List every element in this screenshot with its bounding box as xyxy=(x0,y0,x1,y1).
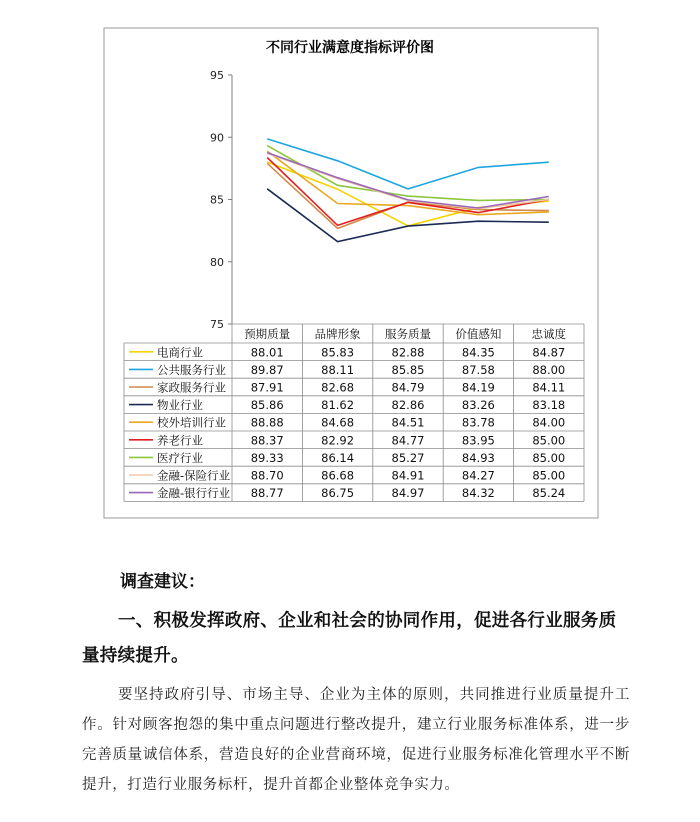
legend-label: 电商行业 xyxy=(157,345,203,360)
legend-label: 物业行业 xyxy=(157,398,203,413)
data-label: 89.87 xyxy=(250,362,284,377)
legend-label: 医疗行业 xyxy=(157,450,203,465)
data-label: 84.79 xyxy=(391,380,425,395)
data-label: 84.93 xyxy=(461,450,495,465)
data-label: 88.00 xyxy=(532,362,566,377)
section-heading: 调查建议： xyxy=(120,572,205,592)
y-tick-label: 95 xyxy=(210,69,224,82)
data-label: 84.51 xyxy=(391,415,425,430)
data-label: 88.77 xyxy=(250,486,284,501)
y-tick-label: 75 xyxy=(210,318,224,331)
data-label: 88.37 xyxy=(250,433,284,448)
data-label: 82.92 xyxy=(321,433,355,448)
data-label: 85.85 xyxy=(391,362,425,377)
x-category-label: 忠诚度 xyxy=(531,327,567,341)
data-label: 88.70 xyxy=(250,468,284,483)
data-label: 87.58 xyxy=(461,362,495,377)
data-label: 83.26 xyxy=(461,398,495,413)
data-label: 83.18 xyxy=(532,398,566,413)
y-tick-label: 90 xyxy=(210,131,224,145)
data-label: 85.00 xyxy=(532,450,566,465)
data-label: 85.27 xyxy=(391,450,425,465)
data-label: 84.68 xyxy=(321,415,355,430)
chart-title: 不同行业满意度指标评价图 xyxy=(266,40,434,56)
body-paragraph: 要坚持政府引导、市场主导、企业为主体的原则，共同推进行业质量提升工作。针对顾客抱怨的集中重点问题进行整改提升，建立行业服务标准体系，进一步完善质量诚信体系，营造良好的企业营商环境，促进行业服务标准化管理水平不断提升，打造行业服务标杆，提升首都企业整体竞争实力。 xyxy=(82,687,630,793)
data-label: 86.14 xyxy=(321,450,355,465)
data-label: 82.86 xyxy=(391,398,425,413)
data-label: 87.91 xyxy=(250,380,284,395)
legend-label: 金融-保险行业 xyxy=(157,468,231,483)
data-label: 83.78 xyxy=(461,415,495,430)
data-label: 86.68 xyxy=(321,468,355,483)
data-label: 84.35 xyxy=(461,345,495,360)
data-label: 88.11 xyxy=(321,362,355,377)
data-label: 84.32 xyxy=(461,486,495,501)
data-label: 85.86 xyxy=(250,398,284,413)
data-label: 84.00 xyxy=(532,415,566,430)
data-label: 84.27 xyxy=(461,468,495,483)
legend-label: 公共服务行业 xyxy=(157,362,226,377)
x-category-label: 价值感知 xyxy=(455,327,502,341)
legend-label: 家政服务行业 xyxy=(157,380,226,395)
data-label: 85.83 xyxy=(321,345,355,360)
data-label: 84.91 xyxy=(391,468,425,483)
section-subheading: 一、积极发挥政府、企业和社会的协同作用，促进各行业服务质量持续提升。 xyxy=(82,611,617,666)
data-label: 83.95 xyxy=(461,433,495,448)
data-label: 86.75 xyxy=(321,486,355,501)
data-label: 81.62 xyxy=(321,398,355,413)
data-label: 84.77 xyxy=(391,433,425,448)
data-label: 88.01 xyxy=(250,345,284,360)
legend-label: 校外培训行业 xyxy=(157,415,226,430)
data-label: 82.88 xyxy=(391,345,425,360)
data-label: 82.68 xyxy=(321,380,355,395)
data-label: 84.11 xyxy=(532,380,566,395)
data-label: 88.88 xyxy=(250,415,284,430)
x-category-label: 品牌形象 xyxy=(314,327,361,341)
data-label: 85.24 xyxy=(532,486,566,501)
legend-label: 金融-银行行业 xyxy=(157,486,231,501)
x-category-label: 预期质量 xyxy=(244,327,291,341)
legend-label: 养老行业 xyxy=(157,433,203,448)
data-label: 85.00 xyxy=(532,433,566,448)
x-category-label: 服务质量 xyxy=(385,327,431,341)
data-label: 84.87 xyxy=(532,345,566,360)
data-label: 85.00 xyxy=(532,468,566,483)
y-tick-label: 85 xyxy=(210,193,224,207)
data-label: 84.19 xyxy=(461,380,495,395)
y-tick-label: 80 xyxy=(210,255,224,269)
data-label: 89.33 xyxy=(250,450,284,465)
data-label: 84.97 xyxy=(391,486,425,501)
